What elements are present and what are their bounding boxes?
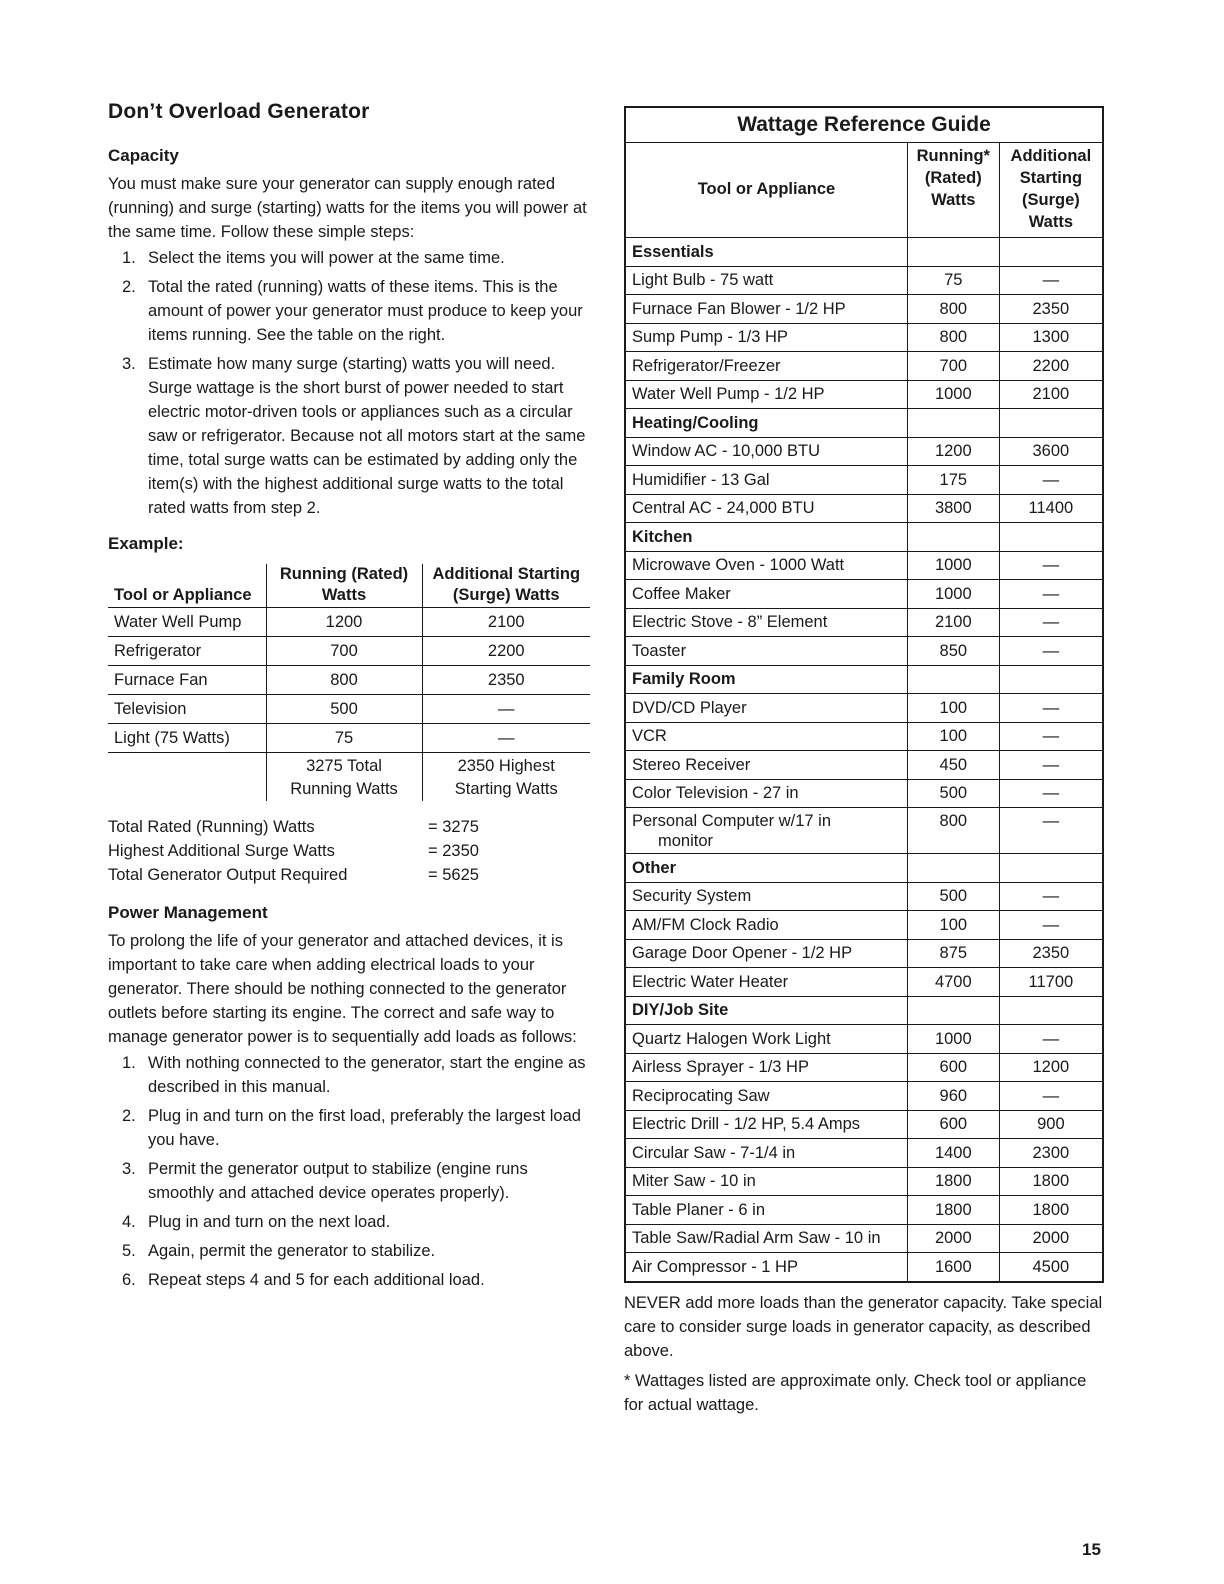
table-row [625,1053,1103,1082]
running-cell: 175 [907,466,999,495]
step-text: Permit the generator output to stabilize (engine runs smoothly and attached device operates properly). [148,1160,528,1202]
table-row [108,637,590,666]
surge-cell: — [999,637,1103,666]
category-row [625,409,1103,438]
summary-row [108,863,592,887]
running-cell: 600 [907,1110,999,1139]
running-cell: 800 [907,808,999,854]
appliance-cell: Air Compressor - 1 HP [625,1253,907,1282]
appliance-cell: Color Television - 27 in [625,779,907,808]
step-number: 2. [122,278,136,296]
surge-cell: 2350 [422,666,590,695]
total-surge-cell: 2350 Highest Starting Watts [454,757,558,798]
capacity-heading: Capacity [108,146,179,165]
table-row [625,694,1103,723]
example-table [108,564,590,801]
running-cell: 800 [266,666,422,695]
running-cell: 800 [907,323,999,352]
power-step [108,1268,592,1292]
running-cell: 875 [907,939,999,968]
appliance-cell: Humidifier - 13 Gal [625,466,907,495]
table-row [625,551,1103,580]
step-text: Plug in and turn on the next load. [148,1213,391,1231]
example-col-tool: Tool or Appliance [108,564,266,608]
table-row [625,1196,1103,1225]
asterisk-note: * Wattages listed are approximate only. Check tool or appliance for actual wattage. [624,1371,1087,1414]
running-cell: 2100 [907,608,999,637]
appliance-cell: Electric Drill - 1/2 HP, 5.4 Amps [625,1110,907,1139]
running-cell: 800 [907,295,999,324]
table-row [625,323,1103,352]
empty-cell [999,854,1103,883]
appliance-cell: Quartz Halogen Work Light [625,1025,907,1054]
running-cell: 1000 [907,380,999,409]
category-row [625,996,1103,1025]
running-cell: 1600 [907,1253,999,1282]
empty-cell [999,665,1103,694]
appliance-cell: Water Well Pump - 1/2 HP [625,380,907,409]
table-row [625,437,1103,466]
table-row [625,637,1103,666]
surge-cell: 2300 [999,1139,1103,1168]
tool-cell: Refrigerator [108,637,266,666]
summary-value: = 2350 [428,842,479,860]
surge-cell: 1800 [999,1196,1103,1225]
category-label: Heating/Cooling [625,409,907,438]
running-cell: 700 [266,637,422,666]
appliance-cell: Personal Computer w/17 in monitor [625,808,907,854]
tool-cell: Furnace Fan [108,666,266,695]
table-row [625,968,1103,997]
appliance-cell: Circular Saw - 7-1/4 in [625,1139,907,1168]
table-row [625,466,1103,495]
surge-cell: — [999,466,1103,495]
surge-cell: 2100 [999,380,1103,409]
summary-label: Total Generator Output Required [108,866,348,884]
running-cell: 500 [907,882,999,911]
surge-cell: — [999,608,1103,637]
appliance-cell: AM/FM Clock Radio [625,911,907,940]
step-number: 4. [122,1213,136,1231]
table-row [108,695,590,724]
table-row [625,751,1103,780]
surge-cell: — [999,808,1103,854]
surge-cell: — [999,722,1103,751]
category-label: Essentials [625,238,907,267]
running-cell: 700 [907,352,999,381]
table-row [625,939,1103,968]
step-text: Estimate how many surge (starting) watts you will need. Surge wattage is the short burst of power needed to start electric motor-driven tools or appliances such as a circular saw or refrigerator. Because not all motors start at the same time, total surge watts can be estimated by adding only the item(s) with the highest additional surge watts to the total rated watts from step 2. [148,355,586,517]
table-row [625,295,1103,324]
page-number: 15 [1082,1540,1101,1559]
never-note: NEVER add more loads than the generator capacity. Take special care to consider surge loads in generator capacity, as described above. [624,1293,1103,1360]
step-text: Again, permit the generator to stabilize. [148,1242,436,1260]
step-number: 2. [122,1107,136,1125]
appliance-cell: Table Saw/Radial Arm Saw - 10 in [625,1224,907,1253]
power-step [108,1104,592,1152]
surge-cell: 2350 [999,939,1103,968]
surge-cell: — [422,695,590,724]
surge-cell: 2100 [422,608,590,637]
summary-label: Highest Additional Surge Watts [108,842,335,860]
running-cell: 500 [907,779,999,808]
surge-cell: — [999,580,1103,609]
step-number: 5. [122,1242,136,1260]
table-row [625,1139,1103,1168]
category-row [625,523,1103,552]
guide-title-row [625,107,1103,143]
step-text: Plug in and turn on the first load, preferably the largest load you have. [148,1107,581,1149]
surge-cell: — [999,266,1103,295]
running-cell: 1000 [907,551,999,580]
table-row [625,1110,1103,1139]
empty-cell [907,665,999,694]
summary-label: Total Rated (Running) Watts [108,818,315,836]
running-cell: 850 [907,637,999,666]
page-heading: Don’t Overload Generator [108,100,370,123]
table-row [625,494,1103,523]
category-label: Kitchen [625,523,907,552]
step-number: 6. [122,1271,136,1289]
table-row [625,1025,1103,1054]
appliance-cell: Coffee Maker [625,580,907,609]
running-cell: 1200 [266,608,422,637]
surge-cell: 1300 [999,323,1103,352]
running-cell: 100 [907,911,999,940]
example-header-row [108,564,590,608]
surge-cell: 2350 [999,295,1103,324]
appliance-cell: Central AC - 24,000 BTU [625,494,907,523]
surge-cell: 1200 [999,1053,1103,1082]
appliance-cell: Table Planer - 6 in [625,1196,907,1225]
surge-cell: — [999,882,1103,911]
category-row [625,238,1103,267]
step-text: With nothing connected to the generator, start the engine as described in this manual. [148,1054,586,1096]
guide-header-row [625,143,1103,238]
running-cell: 1800 [907,1167,999,1196]
wattage-reference-table [624,106,1104,1283]
empty-cell [907,996,999,1025]
running-cell: 960 [907,1082,999,1111]
running-cell: 450 [907,751,999,780]
power-management-heading: Power Management [108,903,268,922]
appliance-cell: Toaster [625,637,907,666]
surge-cell: 1800 [999,1167,1103,1196]
running-cell: 1200 [907,437,999,466]
example-heading: Example: [108,534,184,553]
running-cell: 2000 [907,1224,999,1253]
appliance-cell: Reciprocating Saw [625,1082,907,1111]
guide-col-surge: Additional Starting (Surge) Watts [999,143,1103,238]
table-row [625,779,1103,808]
table-row [625,1082,1103,1111]
step-number: 1. [122,1054,136,1072]
running-cell: 100 [907,722,999,751]
surge-cell: 11700 [999,968,1103,997]
guide-body [625,238,1103,1282]
table-row [625,580,1103,609]
empty-cell [999,409,1103,438]
running-cell: 1400 [907,1139,999,1168]
appliance-cell: Refrigerator/Freezer [625,352,907,381]
running-cell: 4700 [907,968,999,997]
running-cell: 1000 [907,580,999,609]
table-row [625,722,1103,751]
category-label: Other [625,854,907,883]
appliance-cell: Sump Pump - 1/3 HP [625,323,907,352]
appliance-cell: Window AC - 10,000 BTU [625,437,907,466]
empty-cell [999,523,1103,552]
appliance-cell: Light Bulb - 75 watt [625,266,907,295]
power-management-steps [108,1051,592,1292]
surge-cell: 900 [999,1110,1103,1139]
surge-cell: — [422,724,590,753]
surge-cell: — [999,779,1103,808]
running-cell: 3800 [907,494,999,523]
running-cell: 75 [907,266,999,295]
surge-cell: — [999,551,1103,580]
appliance-cell: Security System [625,882,907,911]
summary-value: = 5625 [428,866,479,884]
empty-cell [907,238,999,267]
running-cell: 1000 [907,1025,999,1054]
appliance-cell: DVD/CD Player [625,694,907,723]
power-management-intro: To prolong the life of your generator and attached devices, it is important to take care when adding electrical loads to your generator. There should be nothing connected to the generator outlets before starting its engine. The correct and safe way to manage generator power is to sequentially add loads as follows: [108,932,577,1046]
category-row [625,854,1103,883]
guide-title: Wattage Reference Guide [625,107,1103,143]
surge-cell: 3600 [999,437,1103,466]
appliance-cell: VCR [625,722,907,751]
empty-cell [907,523,999,552]
appliance-cell: Stereo Receiver [625,751,907,780]
power-step [108,1239,592,1263]
surge-cell: — [999,751,1103,780]
table-row [108,666,590,695]
table-row [625,1224,1103,1253]
appliance-cell: Airless Sprayer - 1/3 HP [625,1053,907,1082]
capacity-step [108,246,592,270]
table-row [625,266,1103,295]
example-summary [108,815,592,887]
table-row [625,380,1103,409]
empty-cell [999,996,1103,1025]
category-row [625,665,1103,694]
table-row [625,1167,1103,1196]
running-cell: 100 [907,694,999,723]
surge-cell: 11400 [999,494,1103,523]
step-number: 3. [122,355,136,373]
surge-cell: — [999,911,1103,940]
running-cell: 500 [266,695,422,724]
table-row [108,608,590,637]
step-number: 3. [122,1160,136,1178]
running-cell: 600 [907,1053,999,1082]
surge-cell: — [999,1082,1103,1111]
surge-cell: 4500 [999,1253,1103,1282]
power-step [108,1210,592,1234]
summary-row [108,839,592,863]
appliance-cell: Microwave Oven - 1000 Watt [625,551,907,580]
empty-cell [999,238,1103,267]
example-total-row [108,753,590,802]
summary-row [108,815,592,839]
guide-col-tool: Tool or Appliance [625,143,907,238]
tool-cell: Water Well Pump [108,608,266,637]
category-label: Family Room [625,665,907,694]
power-step [108,1051,592,1099]
capacity-step [108,352,592,520]
tool-cell: Light (75 Watts) [108,724,266,753]
tool-cell: Television [108,695,266,724]
appliance-cell: Garage Door Opener - 1/2 HP [625,939,907,968]
surge-cell: — [999,694,1103,723]
table-row [108,724,590,753]
step-text: Total the rated (running) watts of these items. This is the amount of power your generator must produce to keep your items running. See the table on the right. [148,278,583,344]
surge-cell: 2200 [999,352,1103,381]
power-step [108,1157,592,1205]
example-col-surge: Additional Starting (Surge) Watts [422,564,590,608]
surge-cell: 2200 [422,637,590,666]
appliance-cell: Furnace Fan Blower - 1/2 HP [625,295,907,324]
empty-cell [907,409,999,438]
capacity-steps [108,246,592,520]
total-running-cell: 3275 Total Running Watts [266,753,422,802]
summary-value: = 3275 [428,818,479,836]
appliance-cell: Electric Stove - 8” Element [625,608,907,637]
empty-cell [108,753,266,802]
step-text: Select the items you will power at the same time. [148,249,505,267]
example-col-running: Running (Rated) Watts [266,564,422,608]
table-row [625,352,1103,381]
table-row [625,911,1103,940]
capacity-step [108,275,592,347]
table-row [625,808,1103,854]
table-row [625,882,1103,911]
empty-cell [907,854,999,883]
running-cell: 1800 [907,1196,999,1225]
guide-col-running: Running* (Rated) Watts [907,143,999,238]
category-label: DIY/Job Site [625,996,907,1025]
appliance-cell: Electric Water Heater [625,968,907,997]
surge-cell: — [999,1025,1103,1054]
step-text: Repeat steps 4 and 5 for each additional load. [148,1271,485,1289]
table-row [625,1253,1103,1282]
capacity-intro: You must make sure your generator can supply enough rated (running) and surge (starting) watts for the items you will power at the same time. Follow these simple steps: [108,175,587,241]
table-row [625,608,1103,637]
running-cell: 75 [266,724,422,753]
step-number: 1. [122,249,136,267]
appliance-cell: Miter Saw - 10 in [625,1167,907,1196]
surge-cell: 2000 [999,1224,1103,1253]
